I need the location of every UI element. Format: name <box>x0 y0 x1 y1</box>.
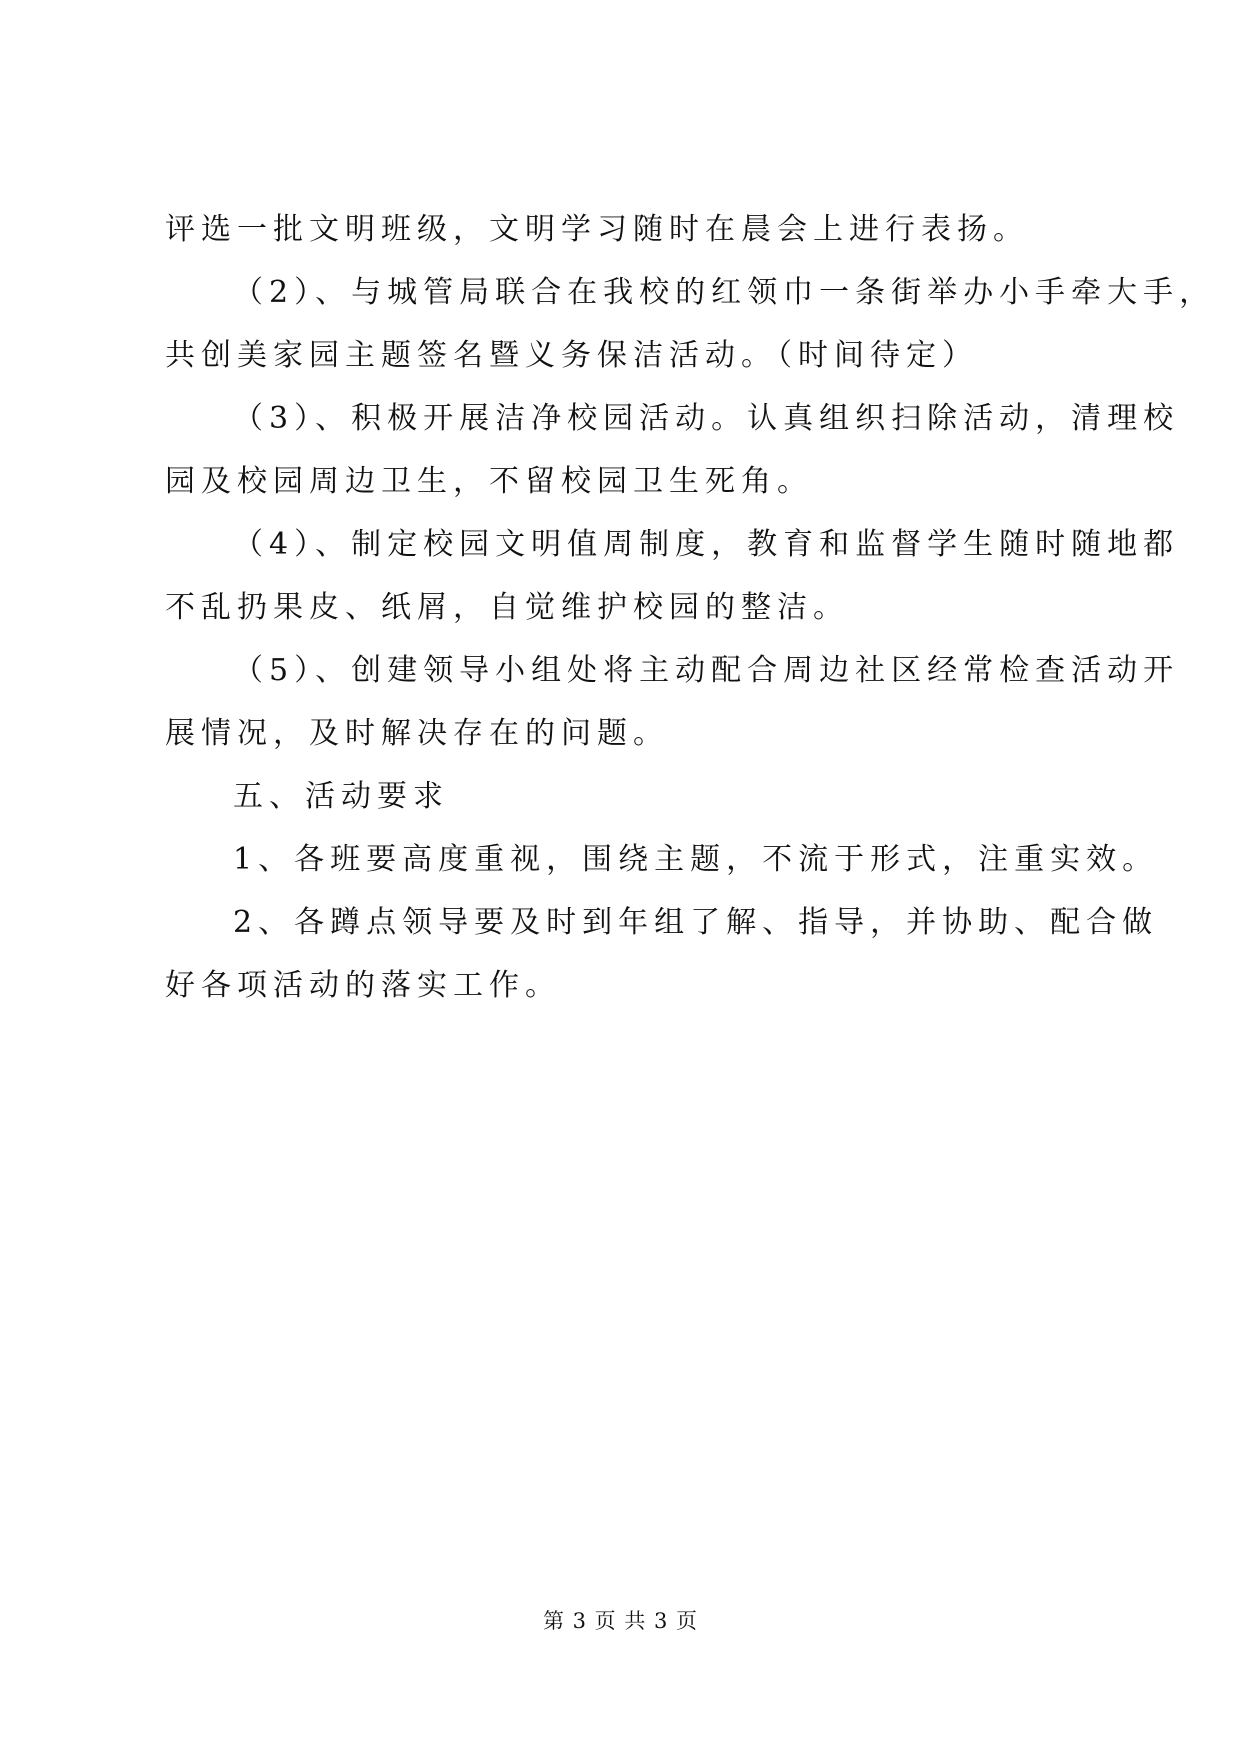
page-number-footer: 第 3 页 共 3 页 <box>542 1609 699 1633</box>
text-line: 1、各班要高度重视，围绕主题，不流于形式，注重实效。 <box>233 842 1159 877</box>
text-line: 2、各蹲点领导要及时到年组了解、指导，并协助、配合做 <box>233 905 1159 940</box>
text-line: 不乱扔果皮、纸屑，自觉维护校园的整洁。 <box>165 590 849 625</box>
text-line: 园及校园周边卫生，不留校园卫生死角。 <box>165 464 813 499</box>
text-line: （5）、创建领导小组处将主动配合周边社区经常检查活动开 <box>233 653 1180 688</box>
text-line: 好各项活动的落实工作。 <box>165 968 561 1003</box>
text-line: （2）、与城管局联合在我校的红领巾一条街举办小手牵大手， <box>233 275 1216 310</box>
text-line: （3）、积极开展洁净校园活动。认真组织扫除活动，清理校 <box>233 401 1180 436</box>
text-line: 评选一批文明班级，文明学习随时在晨会上进行表扬。 <box>165 212 1029 247</box>
section-heading: 五、活动要求 <box>233 779 449 814</box>
document-body <box>165 198 1216 1017</box>
text-line: 共创美家园主题签名暨义务保洁活动。（时间待定） <box>165 338 978 373</box>
text-line: （4）、制定校园文明值周制度，教育和监督学生随时随地都 <box>233 527 1180 562</box>
text-line: 展情况，及时解决存在的问题。 <box>165 716 669 751</box>
